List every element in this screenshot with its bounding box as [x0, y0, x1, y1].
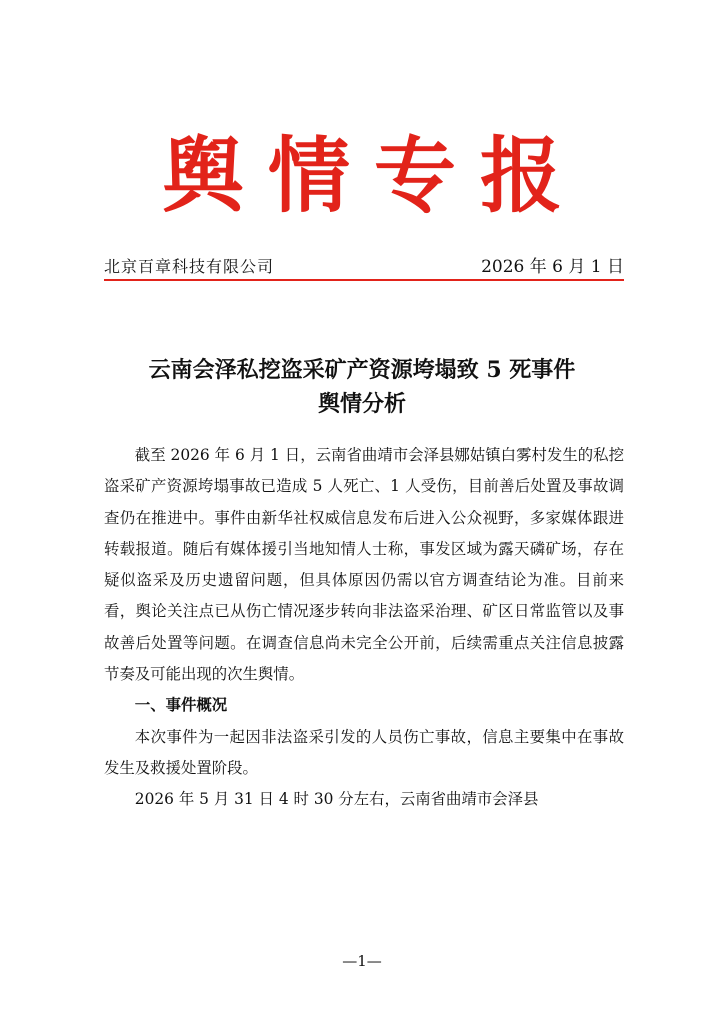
issue-date: 2026 年 6 月 1 日: [481, 257, 624, 277]
issuer-name: 北京百章科技有限公司: [104, 257, 275, 276]
intro-paragraph: 截至 2026 年 6 月 1 日，云南省曲靖市会泽县娜姑镇白雾村发生的私挖盗采矿产资源垮塌事故已造成 5 人死亡、1 人受伤，目前善后处置及事故调查仍在推进中。事件由新华社权威信息发布后进入公众视野，多家媒体跟进转载报道。随后有媒体援引当地知情人士称，事发区域为露天磷矿场，存在疑似盗采及历史遗留问题，但具体原因仍需以官方调查结论为准。目前来看，舆论关注点已从伤亡情况逐步转向非法盗采治理、矿区日常监管以及事故善后处置等问题。在调查信息尚未完全公开前，后续需重点关注信息披露节奏及可能出现的次生舆情。: [104, 446, 624, 684]
section-heading-event-overview: 一、事件概况: [134, 696, 228, 715]
page-number: —1—: [342, 952, 382, 970]
masthead-title: 舆情专报: [161, 128, 586, 224]
document-title-line-2: 舆情分析: [317, 390, 406, 417]
section-paragraph: 2026 年 5 月 31 日 4 时 30 分左右，云南省曲靖市会泽县: [134, 790, 539, 809]
red-divider-line: [104, 279, 624, 281]
document-title: [60, 353, 664, 421]
document-title-line-1: 云南会泽私挖盗采矿产资源垮塌致 5 死事件: [148, 356, 576, 383]
section-paragraph: 本次事件为一起因非法盗采引发的人员伤亡事故，信息主要集中在事故发生及救援处置阶段。: [104, 727, 624, 777]
header-meta-row: [104, 254, 624, 280]
document-body: [104, 440, 624, 816]
